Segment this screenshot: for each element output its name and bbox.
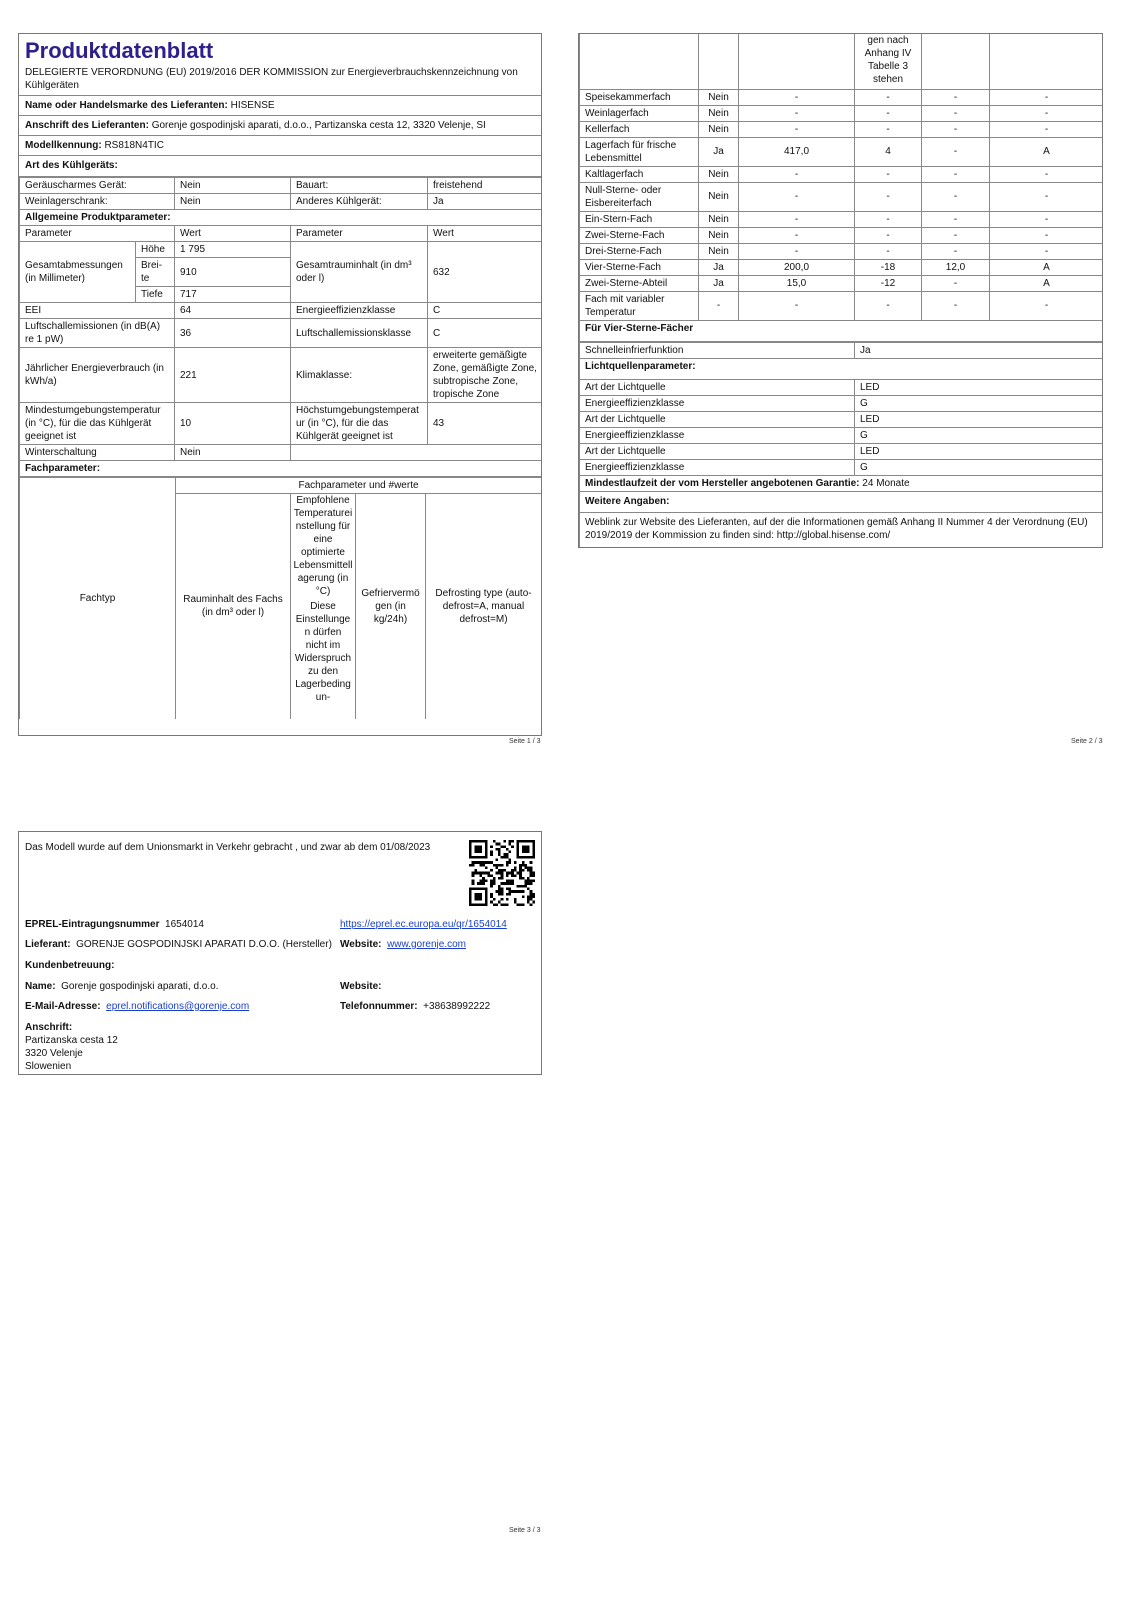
light-heading: Lichtquellenparameter:	[580, 358, 1104, 379]
address-row: Anschrift des Lieferanten: Gorenje gospodinjski aparati, d.o.o., Partizanska cesta 12, 3320 Velenje, SI	[19, 116, 541, 136]
col-defrost: Defrosting type (auto-defrost=A, manual defrost=M)	[426, 494, 542, 719]
website-link[interactable]: www.gorenje.com	[387, 939, 466, 950]
regulation-text: DELEGIERTE VERORDNUNG (EU) 2019/2016 DER KOMMISSION zur Energieverbrauchskennzeichnung von Kühlgeräten	[19, 66, 541, 96]
phone-row: Telefonnummer: +38638992222	[340, 1001, 491, 1012]
eprel-row: EPREL-Eintragungsnummer 1654014	[25, 919, 204, 930]
addr-line-2: 3320 Velenje	[25, 1048, 83, 1059]
more-heading: Weitere Angaben:	[580, 491, 1104, 512]
addr-line-3: Slowenien	[25, 1061, 72, 1072]
four-star-heading: Für Vier-Sterne-Fächer	[580, 320, 1104, 341]
fach-row: Drei-Sterne-Fach Nein - - - -	[580, 243, 1104, 259]
page-1	[18, 33, 542, 736]
weblink-row: Weblink zur Website des Lieferanten, auf der die Informationen gemäß Anhang II Nummer 4 der Verordnung (EU) 2019/2019 der Kommission zu finden sind: http://global.hisense.com/	[580, 512, 1104, 548]
fach-row: Lagerfach für frische Lebensmittel Ja 417,0 4 - A	[580, 137, 1104, 166]
page-3	[18, 831, 542, 1075]
page-number-2: Seite 2 / 3	[1071, 738, 1103, 745]
market-text: Das Modell wurde auf dem Unionsmarkt in Verkehr gebracht , und zwar ab dem 01/08/2023	[25, 842, 431, 853]
address-value: Gorenje gospodinjski aparati, d.o.o., Partizanska cesta 12, 3320 Velenje, SI	[151, 120, 486, 131]
fach-row: Kellerfach Nein - - - -	[580, 121, 1104, 137]
light-row: Art der Lichtquelle LED	[580, 411, 1104, 427]
page-number-3: Seite 3 / 3	[509, 1527, 541, 1534]
model-row: Modellkennung: RS818N4TIC	[19, 136, 541, 156]
fach-row: Ein-Stern-Fach Nein - - - -	[580, 211, 1104, 227]
website-row: Website: www.gorenje.com	[340, 939, 466, 950]
page-title: Produktdatenblatt	[25, 38, 214, 63]
supplier-value: HISENSE	[230, 100, 275, 111]
supplier-row: Name oder Handelsmarke des Lieferanten: HISENSE	[19, 96, 541, 116]
addr-label: Anschrift:	[25, 1022, 73, 1033]
weblink[interactable]: http://global.hisense.com/	[776, 529, 891, 541]
qr-code-icon	[469, 840, 535, 906]
light-row: Art der Lichtquelle LED	[580, 379, 1104, 395]
supplier-row: Lieferant: GORENJE GOSPODINJSKI APARATI D.O.O. (Hersteller)	[25, 939, 332, 950]
service-website-label: Website:	[340, 981, 382, 992]
page-2	[578, 33, 1103, 548]
fach-row: Null-Sterne- oder Eisbereiterfach Nein - - - -	[580, 182, 1104, 211]
light-row: Art der Lichtquelle LED	[580, 443, 1104, 459]
col-temp: Empfohlene Temperatureinstellung für eine optimierte Lebensmittellagerung (in °C) Diese Einstellungen dürfen nicht im Widerspruch zu den Lagerbedingun-	[291, 494, 356, 719]
page-number-1: Seite 1 / 3	[509, 738, 541, 745]
fach-heading: Fachparameter:	[20, 461, 543, 477]
eprel-link[interactable]: https://eprel.ec.europa.eu/qr/1654014	[340, 919, 507, 930]
general-heading: Allgemeine Produktparameter:	[20, 210, 543, 226]
col-fachtyp: Fachtyp	[20, 478, 176, 719]
fach-header-table: Fachtyp Fachparameter und #werte Rauminhalt des Fachs (in dm³ oder l) Empfohlene Temperatureinstellung für eine optimierte Lebensmittellagerung (in °C) Diese Einstellungen dürfen nicht im Widerspruch zu den Lagerbedingun- Gefriervermögen (in kg/24h) Defrosting type (auto-defrost=A, manual defrost=M)	[19, 477, 542, 719]
col-freeze: Gefriervermögen (in kg/24h)	[356, 494, 426, 719]
service-heading: Kundenbetreuung:	[25, 960, 115, 971]
warranty-row: Mindestlaufzeit der vom Hersteller angebotenen Garantie: 24 Monate	[580, 475, 1104, 491]
fach-row: Speisekammerfach Nein - - - -	[580, 89, 1104, 105]
fach-row: Weinlagerfach Nein - - - -	[580, 105, 1104, 121]
temp-col-continued: gen nach Anhang IV Tabelle 3 stehen	[855, 34, 922, 89]
fach-row: Zwei-Sterne-Abteil Ja 15,0 -12 - A	[580, 275, 1104, 291]
type-heading: Art des Kühlgeräts:	[19, 156, 541, 177]
fach-row: Vier-Sterne-Fach Ja 200,0 -18 12,0 A	[580, 259, 1104, 275]
fach-table	[579, 34, 1103, 342]
model-value: RS818N4TIC	[104, 140, 164, 151]
general-table: Geräuscharmes Gerät: Nein Bauart: freistehend Weinlagerschrank: Nein Anderes Kühlgerät: Ja Allgemeine Produktparameter: Parameter Wert Parameter Wert Gesamtabmessungen (in Millimeter) Höhe 1 795 Gesamtrauminhalt (in dm³ oder l) 632 Brei-te 910 Tiefe 717 EEI 64 Energieeffizienzklasse C Luftschallemissionen (in dB(A) re 1 pW) 36 Luftschallemissionsklasse C Jährlicher Energieverbrauch (in kWh/a) 221 Klimaklasse: erweiterte gemäßigte Zone, gemäßigte Zone, subtropische Zone, tropische Zone Mindestumgebungstemperatur (in °C), für die das Kühlgerät geeignet ist 10 Höchstumgebungstemperatur (in °C), für die das Kühlgerät geeignet ist 43 Winterschaltung Nein Fachparameter:	[19, 177, 542, 477]
email-link[interactable]: eprel.notifications@gorenje.com	[106, 1001, 250, 1012]
light-row: Energieeffizienzklasse G	[580, 427, 1104, 443]
light-row: Energieeffizienzklasse G	[580, 395, 1104, 411]
col-volume: Rauminhalt des Fachs (in dm³ oder l)	[176, 494, 291, 719]
light-row: Energieeffizienzklasse G	[580, 459, 1104, 475]
fach-row: Zwei-Sterne-Fach Nein - - - -	[580, 227, 1104, 243]
email-row: E-Mail-Adresse: eprel.notifications@gorenje.com	[25, 1001, 250, 1012]
fach-row: Kaltlagerfach Nein - - - -	[580, 166, 1104, 182]
fach-row: Fach mit variabler Temperatur - - - - -	[580, 291, 1104, 320]
addr-line-1: Partizanska cesta 12	[25, 1035, 118, 1046]
service-name-row: Name: Gorenje gospodinjski aparati, d.o.o.	[25, 981, 219, 992]
light-table: Schnelleinfrierfunktion Ja Lichtquellenparameter: Art der Lichtquelle LED Energieeffizienzklasse G Art der Lichtquelle LED Energieeffizienzklasse G Art der Lichtquelle LED Energieeffizienzklasse G Mindestlaufzeit der vom Hersteller angebotenen Garantie: 24 Monate Weitere Angaben: Weblink zur Website des Lieferanten, auf der die Informationen gemäß Anhang II Nummer 4 der Verordnung (EU) 2019/2019 der Kommission zu finden sind: http://global.hisense.com/	[579, 342, 1103, 549]
